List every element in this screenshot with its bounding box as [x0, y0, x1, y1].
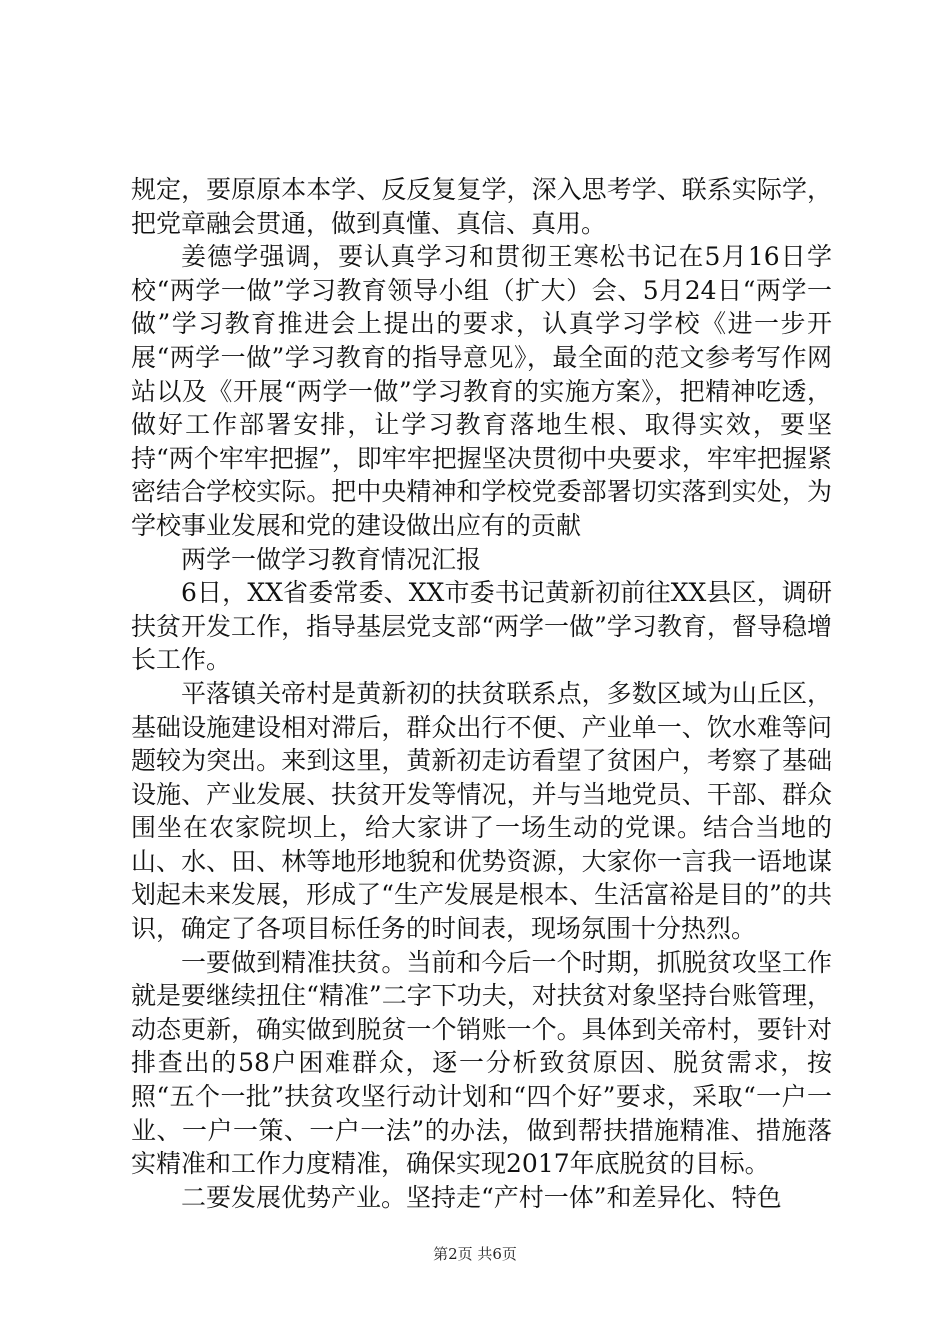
paragraph-jiang-dexue: 姜德学强调，要认真学习和贯彻王寒松书记在5月16日学校“两学一做”学习教育领导小组（扩大）会、5月24日“两学一做”学习教育推进会上提出的要求，认真学习学校《进一步开展“两学一做”学习教育的指导意见》，最全面的范文参考写作网站以及《开展“两学一做”学习教育的实施方案》，把精神吃透，做好工作部署安排，让学习教育落地生根、取得实效，要坚持“两个牢牢把握”，即牢牢把握坚决贯彻中央要求，牢牢把握紧密结合学校实际。把中央精神和学校党委部署切实落到实处，为学校事业发展和党的建设做出应有的贡献 [131, 242, 832, 540]
paragraph-guandi-village: 平落镇关帝村是黄新初的扶贫联系点，多数区域为山丘区，基础设施建设相对滞后，群众出行不便、产业单一、饮水难等问题较为突出。来到这里，黄新初走访看望了贫困户，考察了基础设施、产业发展、扶贫开发等情况，并与当地党员、干部、群众围坐在农家院坝上，给大家讲了一场生动的党课。结合当地的山、水、田、林等地形地貌和优势资源，大家你一言我一语地谋划起未来发展，形成了“生产发展是根本、生活富裕是目的”的共识，确定了各项目标任务的时间表，现场氛围十分热烈。 [131, 678, 832, 944]
document-body [131, 173, 832, 1214]
paragraph-industry: 二要发展优势产业。坚持走“产村一体”和差异化、特色 [181, 1182, 782, 1212]
paragraph-continuation: 规定，要原原本本学、反反复复学，深入思考学、联系实际学，把党章融会贯通，做到真懂、真信、真用。 [131, 175, 832, 238]
paragraph-precise-poverty: 一要做到精准扶贫。当前和今后一个时期，抓脱贫攻坚工作就是要继续扭住“精准”二字下功夫，对扶贫对象坚持台账管理，动态更新，确实做到脱贫一个销账一个。具体到关帝村，要针对排查出的58户困难群众，逐一分析致贫原因、脱贫需求，按照“五个一批”扶贫攻坚行动计划和“四个好”要求，采取“一户一业、一户一策、一户一法”的办法，做到帮扶措施精准、措施落实精准和工作力度精准，确保实现2017年底脱贫的目标。 [131, 947, 832, 1179]
paragraph-inspection: 6日，XX省委常委、XX市委书记黄新初前往XX县区，调研扶贫开发工作，指导基层党支部“两学一做”学习教育，督导稳增长工作。 [131, 578, 832, 675]
section-heading: 两学一做学习教育情况汇报 [181, 544, 482, 574]
page-number-footer: 第2页 共6页 [433, 1245, 517, 1263]
